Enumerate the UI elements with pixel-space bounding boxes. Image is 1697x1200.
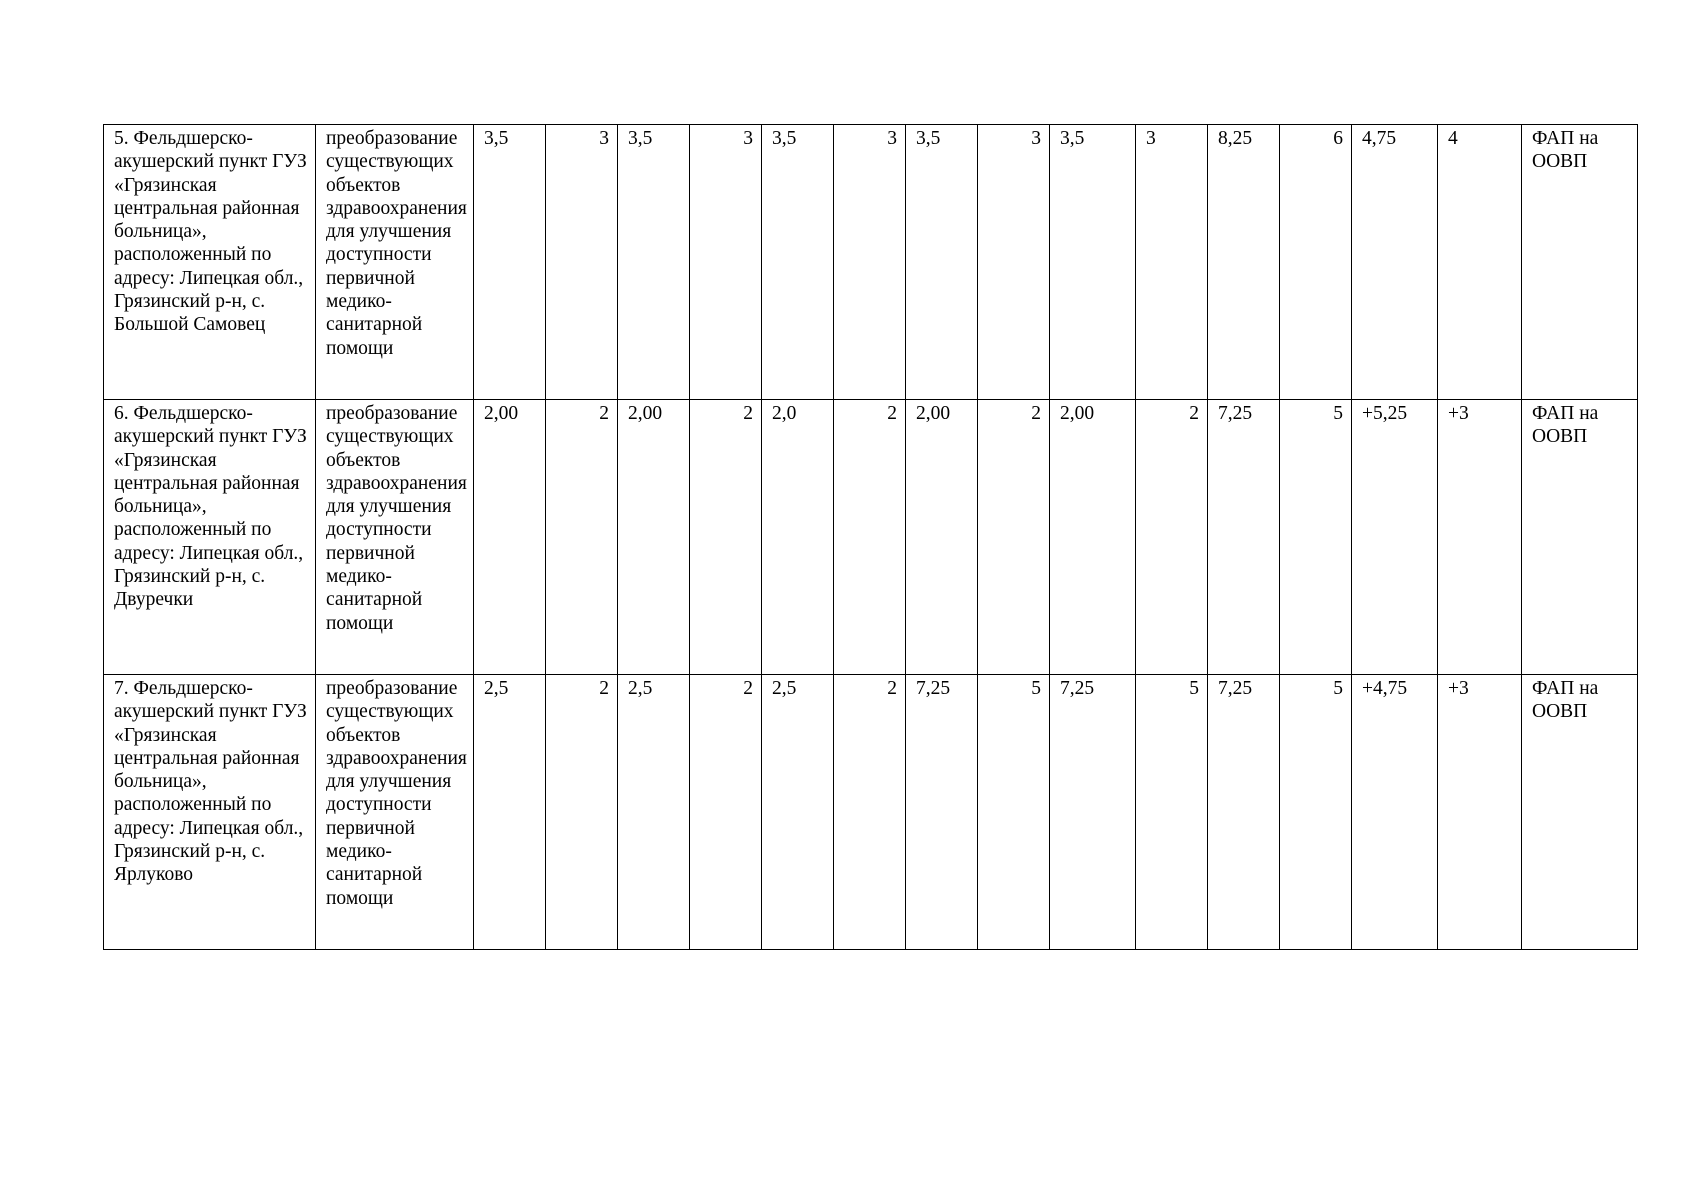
note-cell: ФАП на ООВП: [1522, 125, 1638, 400]
value-cell: 2,00: [618, 400, 690, 675]
value-cell: +5,25: [1352, 400, 1438, 675]
value-cell: 4,75: [1352, 125, 1438, 400]
value-cell: 7,25: [1208, 675, 1280, 950]
transformation-type-cell: преобразование существующих объектов здравоохранения для улучшения доступности первичной медико-санитарной помощи: [316, 125, 474, 400]
value-cell: 2: [546, 400, 618, 675]
value-cell: +3: [1438, 675, 1522, 950]
table-row: [104, 675, 1638, 950]
note-cell: ФАП на ООВП: [1522, 400, 1638, 675]
value-cell: 2,0: [762, 400, 834, 675]
value-cell: 2,5: [618, 675, 690, 950]
value-cell: 2,5: [474, 675, 546, 950]
value-cell: 2: [834, 675, 906, 950]
value-cell: 8,25: [1208, 125, 1280, 400]
value-cell: 2: [690, 675, 762, 950]
value-cell: 3,5: [474, 125, 546, 400]
facility-name-cell: 6. Фельдшерско-акушерский пункт ГУЗ «Грязинская центральная районная больница», расположенный по адресу: Липецкая обл., Грязинский р-н, с. Двуречки: [104, 400, 316, 675]
table-row: [104, 125, 1638, 400]
value-cell: 3,5: [762, 125, 834, 400]
value-cell: 5: [1136, 675, 1208, 950]
transformation-type-cell: преобразование существующих объектов здравоохранения для улучшения доступности первичной медико-санитарной помощи: [316, 400, 474, 675]
value-cell: 3: [1136, 125, 1208, 400]
value-cell: 3,5: [1050, 125, 1136, 400]
transformation-type-cell: преобразование существующих объектов здравоохранения для улучшения доступности первичной медико-санитарной помощи: [316, 675, 474, 950]
value-cell: +4,75: [1352, 675, 1438, 950]
value-cell: 2: [546, 675, 618, 950]
value-cell: 7,25: [1208, 400, 1280, 675]
value-cell: 3: [546, 125, 618, 400]
value-cell: 2: [690, 400, 762, 675]
value-cell: 6: [1280, 125, 1352, 400]
facilities-table: [103, 124, 1638, 950]
value-cell: 2,00: [474, 400, 546, 675]
value-cell: 2: [1136, 400, 1208, 675]
facility-name-cell: 7. Фельдшерско-акушерский пункт ГУЗ «Грязинская центральная районная больница», расположенный по адресу: Липецкая обл., Грязинский р-н, с. Ярлуково: [104, 675, 316, 950]
note-cell: ФАП на ООВП: [1522, 675, 1638, 950]
value-cell: 3,5: [906, 125, 978, 400]
table-row: [104, 400, 1638, 675]
value-cell: 2: [834, 400, 906, 675]
value-cell: 5: [1280, 400, 1352, 675]
value-cell: 3: [834, 125, 906, 400]
value-cell: 5: [1280, 675, 1352, 950]
value-cell: 3: [690, 125, 762, 400]
value-cell: +3: [1438, 400, 1522, 675]
value-cell: 7,25: [906, 675, 978, 950]
value-cell: 2,00: [1050, 400, 1136, 675]
value-cell: 3: [978, 125, 1050, 400]
value-cell: 3,5: [618, 125, 690, 400]
value-cell: 2,5: [762, 675, 834, 950]
facility-name-cell: 5. Фельдшерско-акушерский пункт ГУЗ «Грязинская центральная районная больница», расположенный по адресу: Липецкая обл., Грязинский р-н, с. Большой Самовец: [104, 125, 316, 400]
value-cell: 2,00: [906, 400, 978, 675]
value-cell: 4: [1438, 125, 1522, 400]
value-cell: 2: [978, 400, 1050, 675]
value-cell: 7,25: [1050, 675, 1136, 950]
value-cell: 5: [978, 675, 1050, 950]
